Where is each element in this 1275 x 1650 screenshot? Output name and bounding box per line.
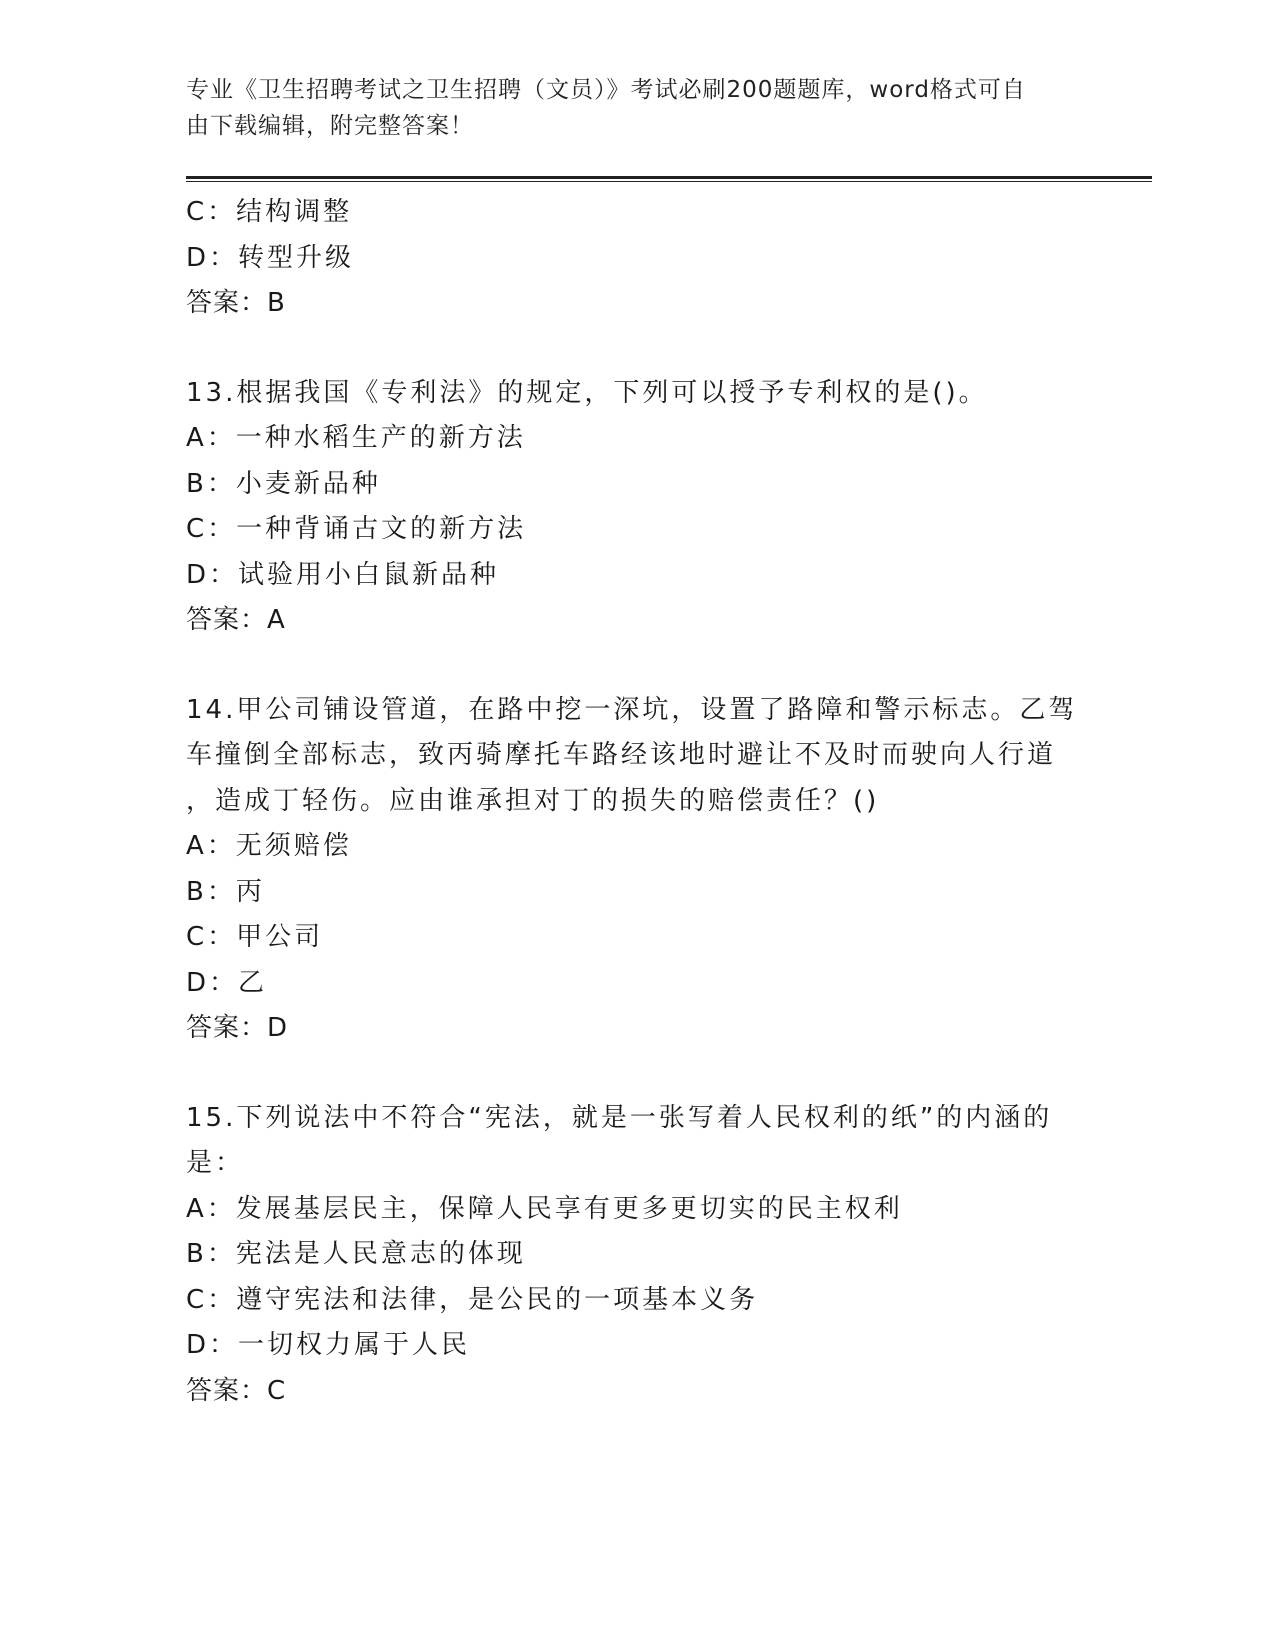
- option-b: B：小麦新品种: [186, 468, 381, 499]
- spacer: [186, 327, 1086, 371]
- question-text: 15.下列说法中不符合“宪法，就是一张写着人民权利的纸”的内涵的: [186, 1102, 1053, 1133]
- header-rule-thick: [186, 176, 1152, 179]
- answer-line: 答案：A: [186, 605, 286, 635]
- header-rule-thin: [186, 181, 1152, 182]
- question-text: 13.根据我国《专利法》的规定，下列可以授予专利权的是()。: [186, 377, 988, 408]
- question-14: [186, 688, 1086, 1052]
- option-d: D：试验用小白鼠新品种: [186, 559, 500, 590]
- option-a: A：发展基层民主，保障人民享有更多更切实的民主权利: [186, 1193, 903, 1224]
- option-d: D：一切权力属于人民: [186, 1330, 471, 1360]
- header-line-1: 专业《卫生招聘考试之卫生招聘（文员）》考试必刷200题题库，word格式可自: [186, 77, 1026, 103]
- option-b: B：宪法是人民意志的体现: [186, 1239, 526, 1269]
- option-d: D：乙: [186, 967, 268, 998]
- question-15: [186, 1096, 1086, 1415]
- spacer: [186, 644, 1086, 688]
- option-a: A：无须赔偿: [186, 831, 352, 861]
- question-text: ，造成丁轻伤。应由谁承担对丁的损失的赔偿责任？(): [186, 785, 880, 816]
- question-content: [186, 190, 1086, 1414]
- question-12-continued: [186, 190, 1086, 327]
- spacer: [186, 1052, 1086, 1096]
- answer-line: 答案：B: [186, 288, 286, 318]
- option-c: C：甲公司: [186, 922, 324, 952]
- option-a: A：一种水稻生产的新方法: [186, 423, 526, 453]
- option-d: D：转型升级: [186, 242, 355, 273]
- header-line-2: 由下载编辑，附完整答案！: [186, 113, 474, 139]
- answer-line: 答案：C: [186, 1375, 287, 1406]
- option-b: B：丙: [186, 876, 265, 907]
- answer-line: 答案：D: [186, 1013, 289, 1043]
- option-c: C：一种背诵古文的新方法: [186, 514, 527, 544]
- question-text: 车撞倒全部标志，致丙骑摩托车路经该地时避让不及时而驶向人行道: [186, 740, 1057, 770]
- option-c: C：结构调整: [186, 197, 353, 227]
- option-c: C：遵守宪法和法律，是公民的一项基本义务: [186, 1284, 759, 1315]
- question-text: 14.甲公司铺设管道，在路中挖一深坑，设置了路障和警示标志。乙驾: [186, 694, 1078, 725]
- page-header: [186, 72, 1066, 144]
- question-text: 是：: [186, 1148, 245, 1178]
- question-13: [186, 371, 1086, 644]
